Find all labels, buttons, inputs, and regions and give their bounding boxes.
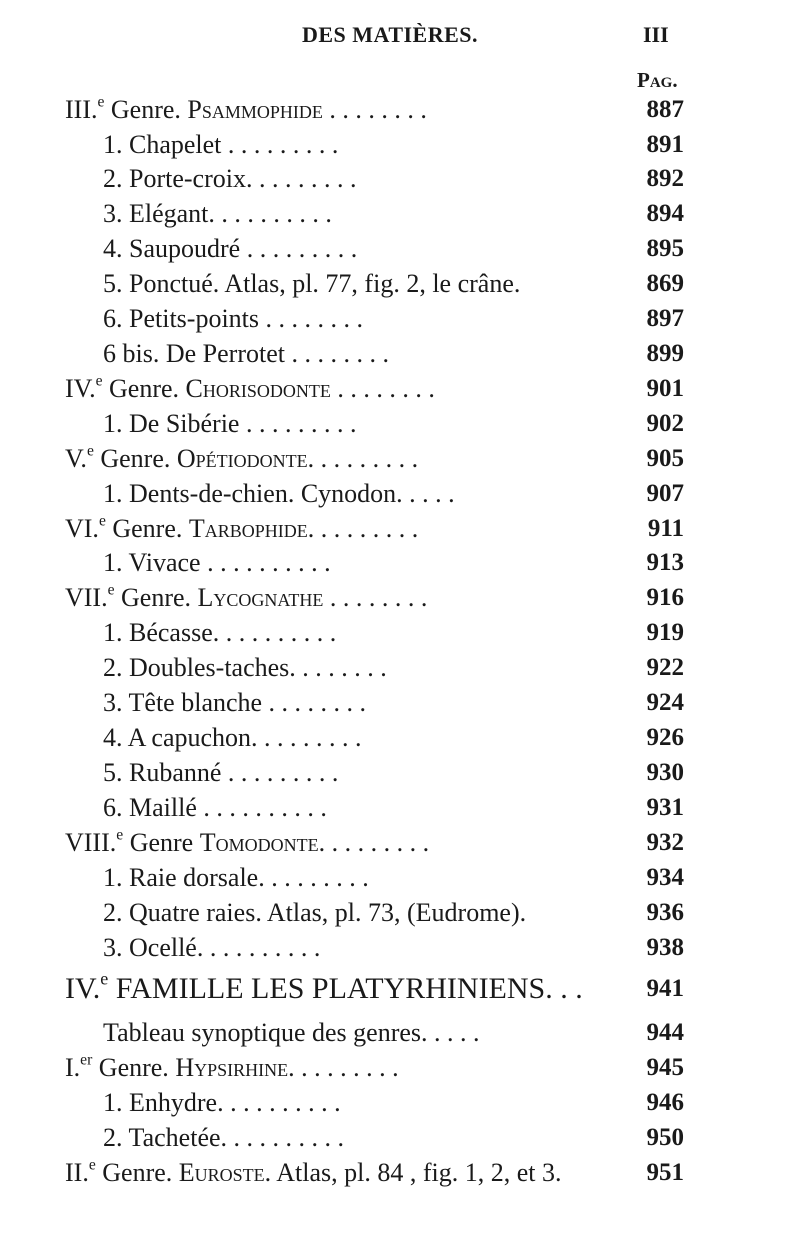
toc-entry-page-number: 869 bbox=[646, 270, 684, 297]
toc-entry-genus-name: Lycognathe bbox=[197, 583, 324, 612]
toc-entry-text bbox=[65, 1052, 399, 1084]
toc-entry-genus-name: Tomodonte bbox=[199, 828, 319, 857]
toc-entry-text bbox=[103, 268, 520, 300]
running-head-title: DES MATIÈRES. bbox=[302, 22, 479, 47]
toc-entry-label: Genre bbox=[129, 828, 200, 857]
toc-entry-page-number: 922 bbox=[646, 654, 684, 681]
toc-entry-label: Genre. bbox=[110, 95, 188, 124]
toc-entry-label: Genre. bbox=[98, 1053, 176, 1082]
toc-entry-label: 3. Tête blanche . . . . . . . . bbox=[103, 688, 367, 717]
toc-entry-roman: VIII. bbox=[65, 828, 117, 857]
toc-entry-species bbox=[0, 129, 800, 161]
toc-entry-species bbox=[0, 652, 800, 684]
toc-entry-text bbox=[103, 792, 327, 824]
toc-entry-species bbox=[0, 547, 800, 579]
toc-entry-species bbox=[0, 163, 800, 195]
toc-entry-page-number: 926 bbox=[646, 724, 684, 751]
toc-entry-page-number: 950 bbox=[646, 1124, 684, 1151]
toc-entry-leader: . . . . . . . . bbox=[322, 95, 427, 124]
toc-entry-page-number: 907 bbox=[646, 480, 684, 507]
toc-entry-text bbox=[65, 373, 435, 405]
toc-entry-label: 1. Enhydre. . . . . . . . . . bbox=[103, 1088, 341, 1117]
toc-entry-genus-name: Psammophide bbox=[187, 95, 323, 124]
toc-entry-label: Genre. bbox=[109, 374, 186, 403]
toc-entry-genre bbox=[0, 373, 800, 405]
toc-entry-text bbox=[103, 198, 332, 230]
toc-entry-roman: VII. bbox=[65, 583, 108, 612]
toc-entry-species bbox=[0, 897, 800, 929]
toc-entry-leader: . . . . . . . . . bbox=[307, 444, 419, 473]
toc-entry-text bbox=[103, 652, 387, 684]
toc-entry-genre bbox=[0, 94, 800, 126]
toc-entry-label: 2. Quatre raies. Atlas, pl. 73, (Eudrome). bbox=[103, 898, 527, 927]
toc-entry-label: 5. Rubanné . . . . . . . . . bbox=[103, 758, 339, 787]
toc-entry-species bbox=[0, 722, 800, 754]
toc-entry-label: 6 bis. De Perrotet . . . . . . . . bbox=[103, 339, 389, 368]
toc-entry-page-number: 902 bbox=[646, 410, 684, 437]
toc-entry-text bbox=[65, 827, 429, 859]
running-head bbox=[0, 12, 800, 52]
toc-entry-text bbox=[103, 408, 356, 440]
toc-entry-ordinal: e bbox=[88, 1156, 96, 1174]
toc-entry-text bbox=[103, 617, 336, 649]
toc-entry-label: 3. Elégant. . . . . . . . . . bbox=[103, 199, 332, 228]
toc-entry-text bbox=[65, 1157, 561, 1189]
toc-entry-genus-name: Opétiodonte bbox=[176, 444, 308, 473]
toc-entry-genre bbox=[0, 827, 800, 859]
toc-entry-page-number: 946 bbox=[646, 1089, 684, 1116]
toc-entry-genre bbox=[0, 443, 800, 475]
toc-entry-roman: V. bbox=[65, 444, 87, 473]
toc-entry-leader: . . . . . . . . . bbox=[318, 828, 430, 857]
toc-entry-label: 1. Dents-de-chien. Cynodon. . . . . bbox=[103, 479, 455, 508]
toc-entry-label: 6. Petits-points . . . . . . . . bbox=[103, 304, 364, 333]
toc-entry-page-number: 894 bbox=[646, 200, 684, 227]
toc-entry-page-number: 941 bbox=[646, 975, 684, 1002]
toc-entry-genre bbox=[0, 1157, 800, 1189]
toc-entry-text bbox=[103, 233, 357, 265]
toc-entry-page-number: 944 bbox=[646, 1019, 684, 1046]
toc-entry-page-number: 895 bbox=[646, 235, 684, 262]
toc-entry-label: 1. De Sibérie . . . . . . . . . bbox=[103, 409, 357, 438]
toc-entry-page-number: 911 bbox=[647, 515, 684, 542]
toc-entry-text bbox=[65, 582, 427, 614]
toc-entry-text bbox=[103, 722, 362, 754]
toc-entry-page-number: 913 bbox=[646, 549, 684, 576]
toc-entry-label: 2. Tachetée. . . . . . . . . . bbox=[103, 1123, 345, 1152]
toc-entry-text bbox=[65, 968, 583, 1005]
toc-entry-page-number: 916 bbox=[646, 584, 684, 611]
toc-entry-leader: . . . . . . . . bbox=[330, 374, 435, 403]
toc-entry-label: 2. Doubles-taches. . . . . . . . bbox=[103, 653, 387, 682]
toc-entry-ordinal: e bbox=[97, 93, 105, 111]
toc-entry-ordinal: e bbox=[95, 372, 103, 390]
toc-entry-label: 6. Maillé . . . . . . . . . . bbox=[103, 793, 327, 822]
toc-entry-text bbox=[103, 687, 366, 719]
toc-entry-page-number: 887 bbox=[646, 96, 684, 123]
toc-entry-text bbox=[103, 1087, 341, 1119]
toc-entry-page-number: 924 bbox=[646, 689, 684, 716]
toc-entry-text bbox=[103, 1122, 344, 1154]
toc-entry-species bbox=[0, 1087, 800, 1119]
toc-entry-page-number: 919 bbox=[646, 619, 684, 646]
toc-entry-species bbox=[0, 862, 800, 894]
toc-entry-roman: III. bbox=[65, 95, 98, 124]
toc-entry-label: 1. Chapelet . . . . . . . . . bbox=[103, 130, 339, 159]
toc-entry-page-number: 951 bbox=[646, 1159, 684, 1186]
toc-entry-label: 4. A capuchon. . . . . . . . . bbox=[103, 723, 362, 752]
toc-entry-text bbox=[65, 94, 427, 126]
toc-entry-text bbox=[103, 1017, 480, 1049]
toc-entry-roman: VI. bbox=[65, 514, 99, 543]
toc-entry-leader: . Atlas, pl. 84 , fig. 1, 2, et 3. bbox=[264, 1158, 562, 1187]
toc-entry-species bbox=[0, 478, 800, 510]
toc-entry-genre bbox=[0, 513, 800, 545]
toc-entry-ordinal: e bbox=[107, 581, 115, 599]
toc-entry-text bbox=[65, 443, 418, 475]
toc-entry-page-number: 934 bbox=[646, 864, 684, 891]
toc-entry-leader: . . . . . . . . . bbox=[307, 514, 419, 543]
toc-entry-label: Genre. bbox=[121, 583, 198, 612]
toc-entry-genus-name: Euroste bbox=[178, 1158, 265, 1187]
toc-entry-text bbox=[103, 932, 320, 964]
toc-entry-label: Genre. bbox=[102, 1158, 179, 1187]
toc-entry-species bbox=[0, 792, 800, 824]
toc-entry-text bbox=[103, 862, 369, 894]
toc-entry-genus-name: Chorisodonte bbox=[185, 374, 331, 403]
toc-entry-text bbox=[103, 757, 338, 789]
toc-entry-page-number: 892 bbox=[646, 165, 684, 192]
toc-entry-roman: II. bbox=[65, 1158, 89, 1187]
toc-entry-genus-name: Hypsirhine bbox=[175, 1053, 289, 1082]
toc-entry-leader: . . . . . . . . . bbox=[288, 1053, 399, 1082]
toc-entry-label: 1. Vivace . . . . . . . . . . bbox=[103, 548, 331, 577]
toc-entry-page-number: 931 bbox=[646, 794, 684, 821]
toc-entry-label: 3. Ocellé. . . . . . . . . . bbox=[103, 933, 321, 962]
toc-entry-species bbox=[0, 757, 800, 789]
toc-entry-ordinal: e bbox=[86, 442, 94, 460]
toc-entry-ordinal: e bbox=[98, 512, 106, 530]
toc-entry-species bbox=[0, 338, 800, 370]
toc-entry-roman: IV. bbox=[65, 374, 96, 403]
toc-entry-text bbox=[103, 897, 526, 929]
toc-entry-species bbox=[0, 268, 800, 300]
toc-entry-ordinal: e bbox=[100, 968, 109, 989]
toc-entry-intro bbox=[0, 1017, 800, 1049]
toc-entry-page-number: 901 bbox=[646, 375, 684, 402]
toc-entry-page-number: 938 bbox=[646, 934, 684, 961]
toc-entry-genre bbox=[0, 582, 800, 614]
toc-entry-page-number: 936 bbox=[646, 899, 684, 926]
toc-entry-family bbox=[0, 968, 800, 1005]
toc-entry-species bbox=[0, 408, 800, 440]
toc-entry-label: FAMILLE LES PLATYRHINIENS. . . bbox=[115, 972, 583, 1005]
toc-entry-page-number: 899 bbox=[646, 340, 684, 367]
toc-entry-page-number: 891 bbox=[646, 131, 684, 158]
toc-entry-page-number: 930 bbox=[646, 759, 684, 786]
toc-entry-label: Genre. bbox=[100, 444, 177, 473]
toc-entry-species bbox=[0, 198, 800, 230]
toc-entry-label: Genre. bbox=[112, 514, 189, 543]
toc-entry-page-number: 932 bbox=[646, 829, 684, 856]
toc-entry-genus-name: Tarbophide bbox=[188, 514, 308, 543]
toc-entry-label: 5. Ponctué. Atlas, pl. 77, fig. 2, le crâne. bbox=[103, 269, 521, 298]
toc-entry-label: Tableau synoptique des genres. . . . . bbox=[103, 1018, 480, 1047]
toc-entry-text bbox=[103, 338, 389, 370]
toc-entry-species bbox=[0, 233, 800, 265]
toc-entry-species bbox=[0, 1122, 800, 1154]
toc-entry-text bbox=[103, 547, 331, 579]
toc-entry-label: 1. Bécasse. . . . . . . . . . bbox=[103, 618, 337, 647]
toc-entry-species bbox=[0, 687, 800, 719]
toc-entry-page-number: 905 bbox=[646, 445, 684, 472]
toc-entry-text bbox=[103, 303, 363, 335]
toc-entry-text bbox=[103, 163, 356, 195]
toc-entry-page-number: 945 bbox=[646, 1054, 684, 1081]
page-column-label: Pag. bbox=[637, 68, 678, 92]
toc-entry-species bbox=[0, 932, 800, 964]
toc-entry-ordinal: e bbox=[116, 826, 124, 844]
toc-entry-species bbox=[0, 617, 800, 649]
toc-entry-label: 1. Raie dorsale. . . . . . . . . bbox=[103, 863, 369, 892]
toc-entry-label: 4. Saupoudré . . . . . . . . . bbox=[103, 234, 358, 263]
toc-entry-roman: IV. bbox=[65, 972, 101, 1005]
running-head-page-number: III bbox=[643, 22, 669, 47]
toc-entry-genre bbox=[0, 1052, 800, 1084]
toc-entry-label: 2. Porte-croix. . . . . . . . . bbox=[103, 164, 357, 193]
toc-entry-leader: . . . . . . . . bbox=[323, 583, 428, 612]
toc-entry-text bbox=[103, 129, 338, 161]
toc-entry-page-number: 897 bbox=[646, 305, 684, 332]
toc-entry-species bbox=[0, 303, 800, 335]
toc-entry-ordinal: er bbox=[80, 1051, 93, 1069]
toc-entry-text bbox=[65, 513, 418, 545]
toc-entry-roman: I. bbox=[65, 1053, 81, 1082]
toc-entry-text bbox=[103, 478, 455, 510]
